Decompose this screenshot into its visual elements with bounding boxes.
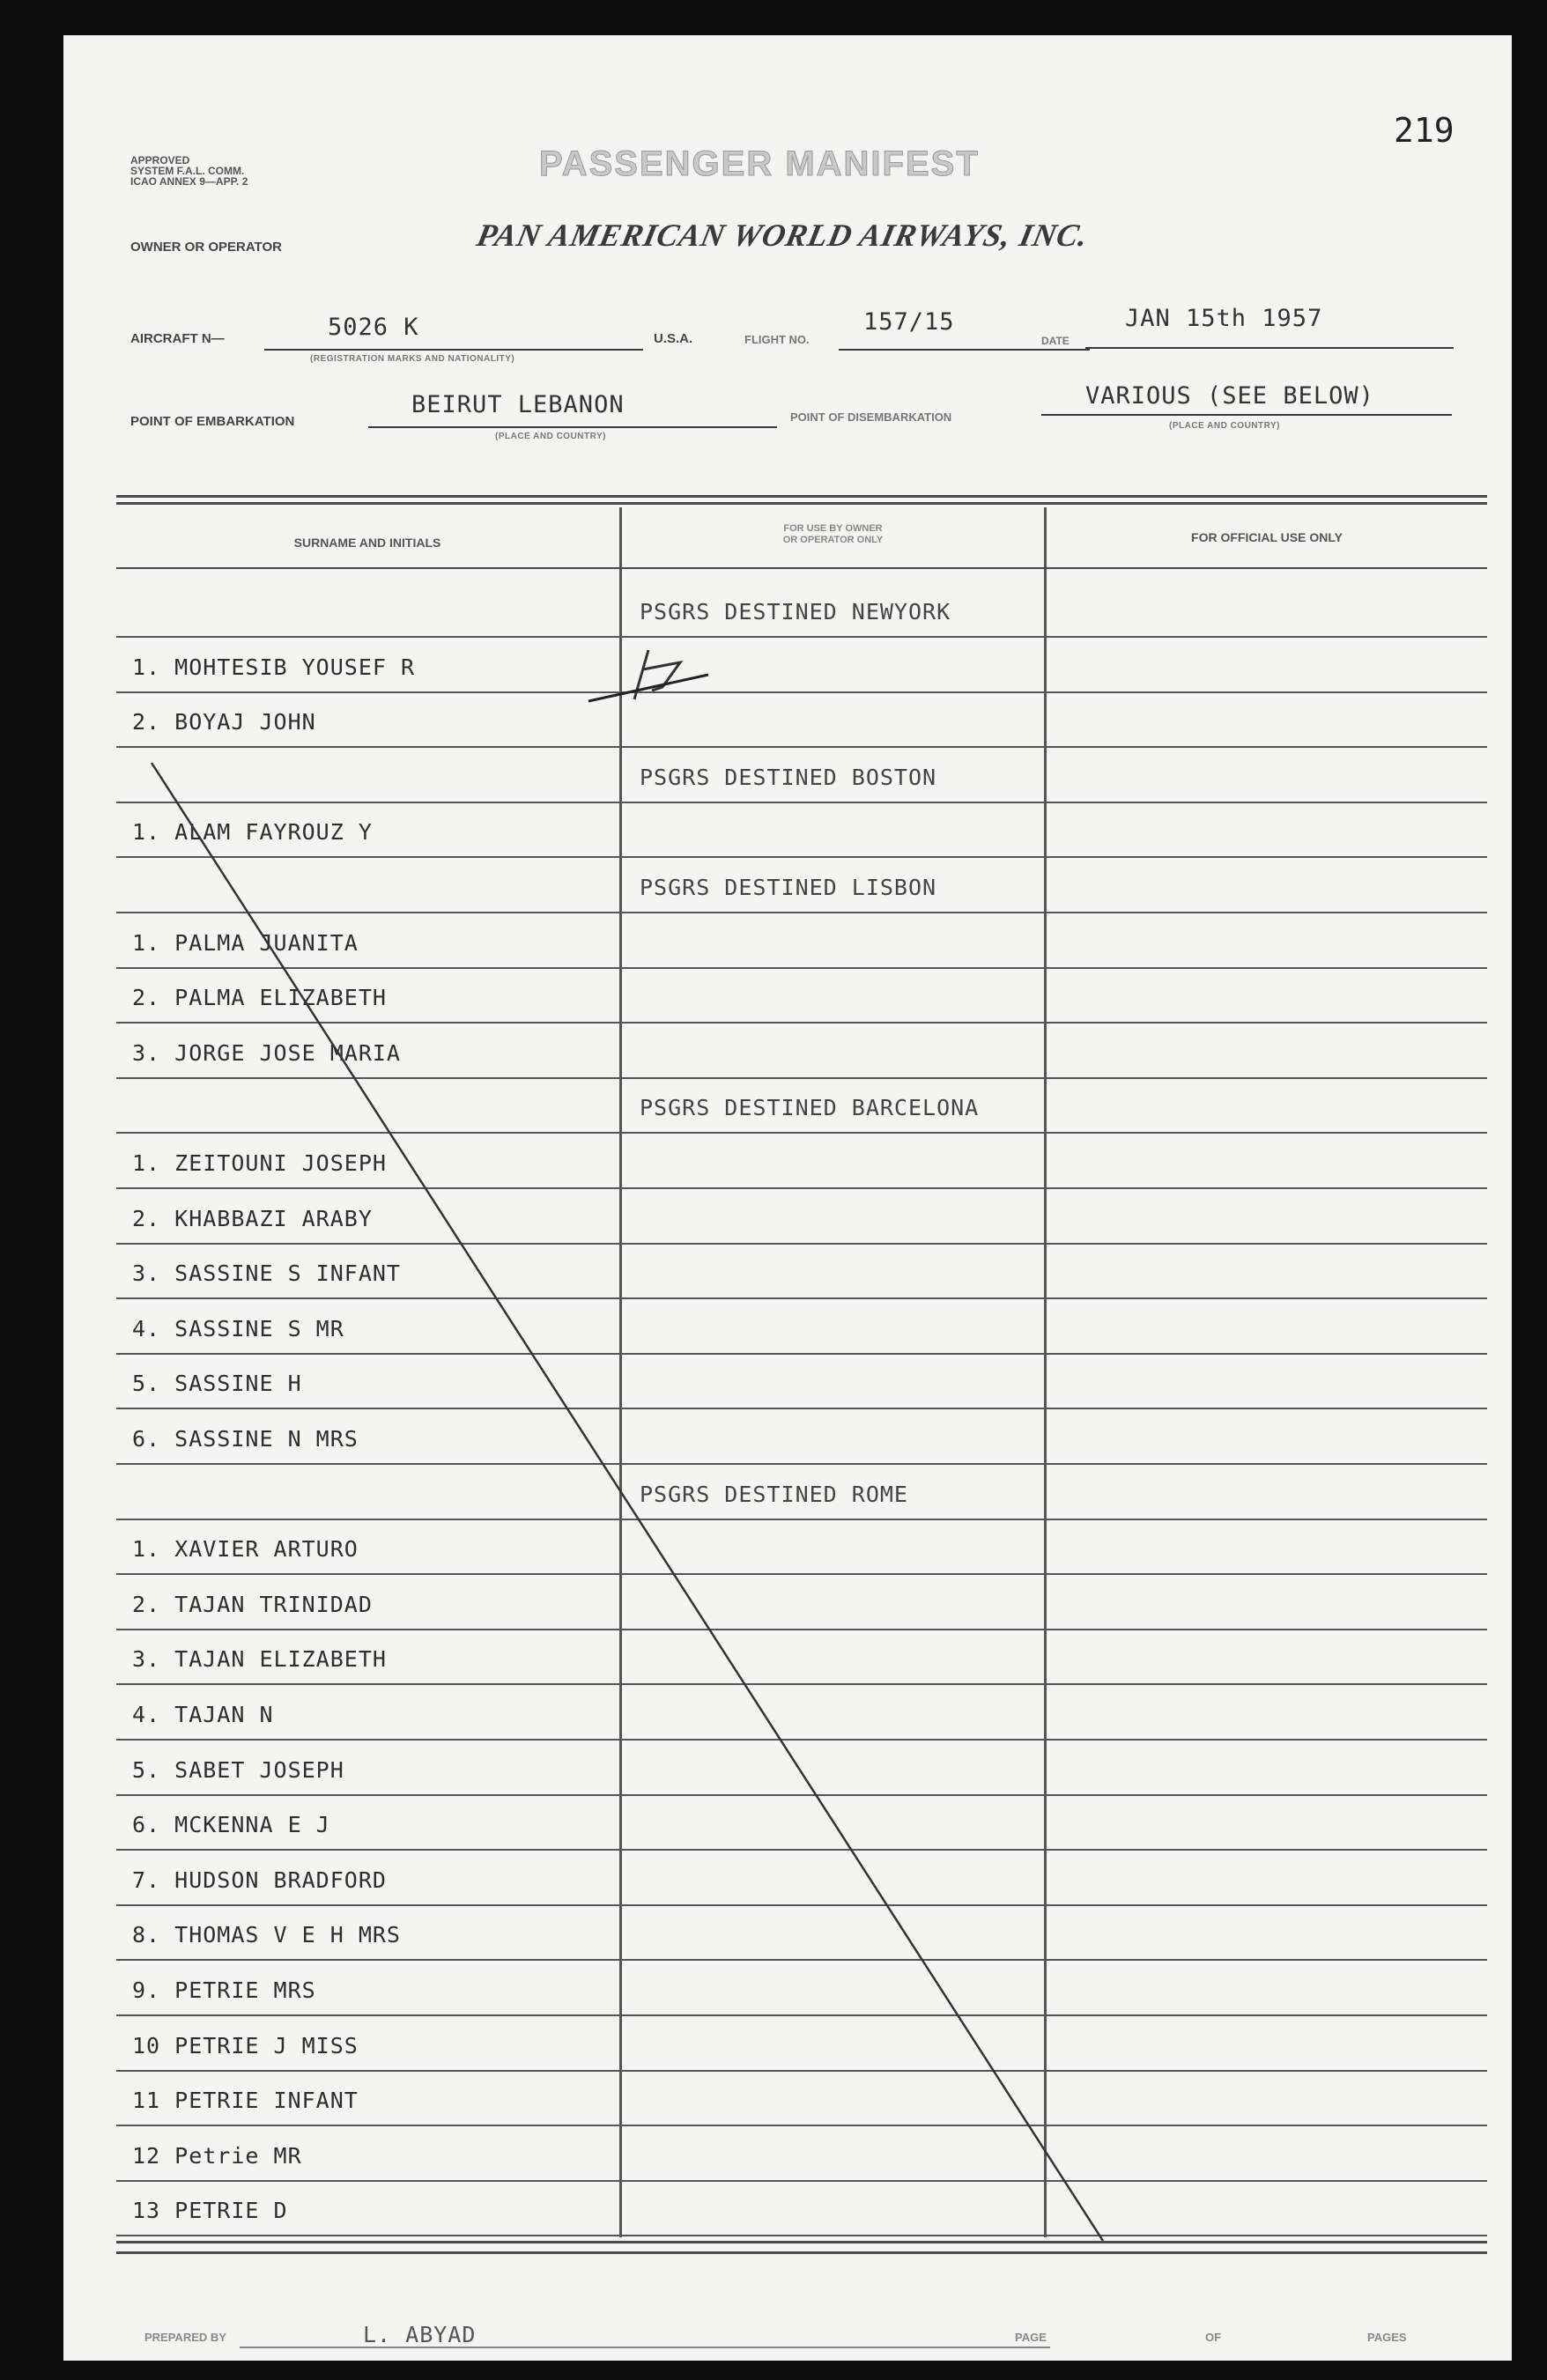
passenger-name: 9. PETRIE MRS [132,1977,316,2003]
manifest-sheet [63,35,1512,2361]
disembark-label: POINT OF DISEMBARKATION [790,410,952,424]
handwriting-layer [63,35,1512,2361]
column-surname: SURNAME AND INITIALS [293,536,441,550]
passenger-name: 3. SASSINE S INFANT [132,1260,401,1286]
passenger-name: 2. PALMA ELIZABETH [132,985,387,1010]
usa-label: U.S.A. [654,331,693,346]
approval-line-2: SYSTEM F.A.L. COMM. [130,165,245,177]
column-official-use: FOR OFFICIAL USE ONLY [1191,530,1343,544]
passenger-name: 1. MOHTESIB YOUSEF R [132,654,416,680]
column-owner-use-line-2: OR OPERATOR ONLY [782,535,884,545]
page-title: PASSENGER MANIFEST [539,144,980,183]
passenger-name: 2. BOYAJ JOHN [132,709,316,735]
passenger-name: 1. ALAM FAYROUZ Y [132,819,373,845]
passenger-name: 4. TAJAN N [132,1702,274,1727]
passenger-name: 1. PALMA JUANITA [132,930,359,956]
prepared-by-label: PREPARED BY [144,2331,226,2344]
prepared-by-value: L. ABYAD [363,2322,477,2347]
page-number: 219 [1394,111,1454,150]
passenger-name: 13 PETRIE D [132,2198,288,2223]
handwritten-a-text [608,643,609,644]
destination-heading: PSGRS DESTINED ROME [640,1482,908,1507]
pages-label: PAGES [1367,2331,1407,2344]
passenger-name: 7. HUDSON BRADFORD [132,1867,387,1893]
passenger-name: 11 PETRIE INFANT [132,2088,359,2113]
flight-value: 157/15 [863,308,955,336]
passenger-name: 3. TAJAN ELIZABETH [132,1646,387,1672]
destination-heading: PSGRS DESTINED NEWYORK [640,599,951,625]
embark-label: POINT OF EMBARKATION [130,414,295,429]
passenger-name: 6. SASSINE N MRS [132,1426,359,1452]
cancel-diagonal-line [152,763,1103,2241]
passenger-name: 2. TAJAN TRINIDAD [132,1592,373,1617]
flight-label: FLIGHT NO. [744,333,810,346]
of-label: OF [1205,2331,1222,2344]
destination-heading: PSGRS DESTINED LISBON [640,875,937,900]
approval-line-3: ICAO ANNEX 9—APP. 2 [130,175,248,188]
disembark-value: VARIOUS (SEE BELOW) [1085,382,1374,410]
destination-heading: PSGRS DESTINED BARCELONA [640,1095,980,1120]
handwritten-underline [588,675,708,701]
passenger-name: 5. SABET JOSEPH [132,1757,344,1783]
passenger-name: 10 PETRIE J MISS [132,2033,359,2058]
handwritten-a-mark [634,650,680,699]
aircraft-sub: (REGISTRATION MARKS AND NATIONALITY) [310,354,515,364]
passenger-name: 2. KHABBAZI ARABY [132,1206,373,1231]
date-value: JAN 15th 1957 [1125,305,1323,332]
owner-label: OWNER OR OPERATOR [130,240,282,255]
disembark-sub: (PLACE AND COUNTRY) [1169,421,1280,431]
passenger-name: 12 Petrie MR [132,2143,302,2169]
aircraft-value: 5026 K [328,314,419,341]
embark-value: BEIRUT LEBANON [411,391,625,418]
passenger-name: 5. SASSINE H [132,1371,302,1396]
approval-line-1: APPROVED [130,154,190,166]
passenger-name: 4. SASSINE S MR [132,1316,344,1342]
operator-name: PAN AMERICAN WORLD AIRWAYS, INC. [473,218,1092,253]
destination-heading: PSGRS DESTINED BOSTON [640,765,937,790]
passenger-name: 8. THOMAS V E H MRS [132,1922,401,1948]
passenger-name: 1. ZEITOUNI JOSEPH [132,1150,387,1176]
embark-sub: (PLACE AND COUNTRY) [495,432,606,441]
passenger-name: 3. JORGE JOSE MARIA [132,1040,401,1066]
page-label: PAGE [1015,2331,1047,2344]
aircraft-label: AIRCRAFT N— [130,331,225,346]
column-owner-use-line-1: FOR USE BY OWNER [783,523,883,534]
passenger-name: 6. MCKENNA E J [132,1812,330,1837]
passenger-name: 1. XAVIER ARTURO [132,1536,359,1562]
date-label: DATE [1041,335,1070,347]
